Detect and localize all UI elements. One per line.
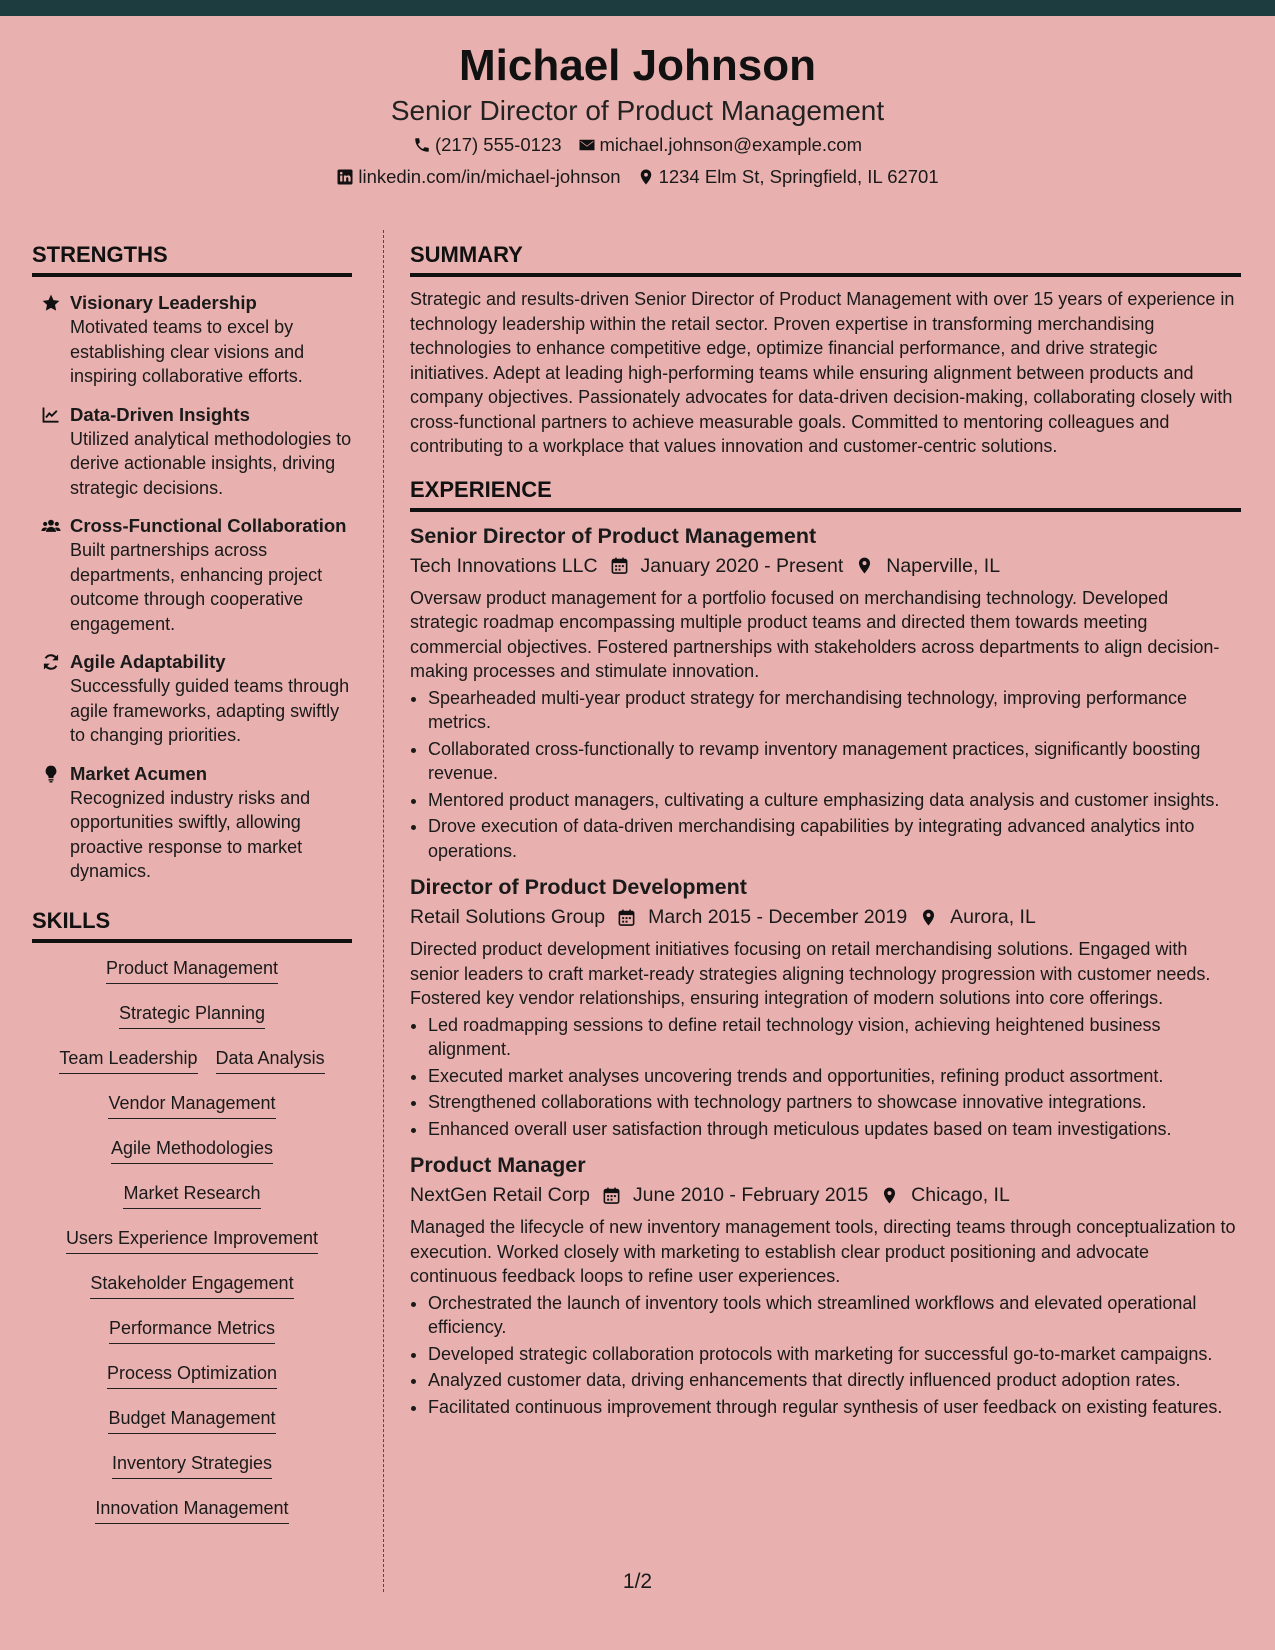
strength-desc: Successfully guided teams through agile frameworks, adapting swiftly to changing priorities.: [70, 676, 350, 745]
job-bullet: • Mentored product managers, cultivating a culture emphasizing data analysis and customer insights.: [428, 788, 1241, 813]
email-text: michael.johnson@example.com: [599, 134, 862, 155]
column-divider: [383, 230, 384, 1592]
job-bullet: • Enhanced overall user satisfaction through meticulous updates based on team investigations.: [428, 1117, 1241, 1142]
address-contact: [637, 166, 939, 188]
job-meta: [410, 1181, 1241, 1209]
candidate-title: Senior Director of Product Management: [390, 95, 885, 126]
skill-tag: Stakeholder Engagement: [90, 1272, 293, 1299]
star-icon: [32, 291, 70, 389]
job-bullet: • Analyzed customer data, driving enhancements that directly influenced product adoption rates.: [428, 1368, 1241, 1393]
job-location: Naperville, IL: [886, 554, 1001, 577]
job-bullet: • Drove execution of data-driven merchandising capabilities by integrating advanced analytics into operations.: [428, 814, 1241, 863]
calendar-icon: [610, 556, 629, 575]
skill-tag: Team Leadership: [59, 1047, 197, 1074]
job-description: Directed product development initiatives focusing on retail merchandising solutions. Engaged with senior leaders to craft market-ready strategies aligning technology progression with customer needs. Fostered key vendor relationships, ensuring integration of modern solutions into core offerings.: [410, 939, 1211, 1008]
job-dates: June 2010 - February 2015: [632, 1184, 869, 1206]
map-pin-icon: [880, 1186, 899, 1205]
skill-tag: Data Analysis: [216, 1047, 325, 1074]
phone-contact: [413, 134, 562, 156]
job-description: Managed the lifecycle of new inventory management tools, directing teams through conceptualization to execution. Worked closely with marketing to establish clear product positioning and advocate continuous feedback loops to refine user experiences.: [410, 1217, 1236, 1286]
skill-tag: Product Management: [106, 957, 278, 984]
strength-title: Visionary Leadership: [70, 292, 257, 313]
job-bullet: • Spearheaded multi-year product strategy for merchandising technology, improving performance metrics.: [428, 686, 1241, 735]
skill-tag: Strategic Planning: [119, 1002, 265, 1029]
skill-tag: Innovation Management: [95, 1497, 288, 1524]
users-icon: [32, 514, 70, 636]
job-bullet: • Led roadmapping sessions to define retail technology vision, achieving heightened business alignment.: [428, 1013, 1241, 1062]
job-location: Aurora, IL: [950, 906, 1036, 928]
job-bullets: [410, 686, 1241, 864]
envelope-icon: [578, 136, 596, 154]
job-meta: [410, 552, 1241, 580]
job-location: Chicago, IL: [911, 1184, 1010, 1206]
phone-icon: [413, 136, 431, 154]
calendar-icon: [617, 908, 636, 927]
map-pin-icon: [855, 556, 874, 575]
candidate-name: Michael Johnson: [459, 41, 816, 90]
right-column: [410, 244, 1241, 1421]
job-bullet: • Facilitated continuous improvement through regular synthesis of user feedback on existing features.: [428, 1395, 1241, 1420]
address-text: 1234 Elm St, Springfield, IL 62701: [658, 166, 939, 187]
job-description: Oversaw product management for a portfolio focused on merchandising technology. Developed strategic roadmap encompassing multiple product teams and directed them towards meeting commercial objectives. Fostered partnerships with stakeholders across departments to align decision-making processes and stimulate innovation.: [410, 587, 1220, 681]
skill-tag: Performance Metrics: [109, 1317, 275, 1344]
contact-row-2: [0, 166, 1275, 188]
job-bullet: • Developed strategic collaboration protocols with marketing for successful go-to-market campaigns.: [428, 1342, 1241, 1367]
skill-tag: Users Experience Improvement: [66, 1227, 318, 1254]
skill-tag: Vendor Management: [108, 1092, 275, 1119]
map-pin-icon: [919, 908, 938, 927]
job-bullets: [410, 1013, 1241, 1142]
map-pin-icon: [637, 168, 655, 186]
linkedin-contact[interactable]: [336, 166, 620, 188]
job-bullet: • Collaborated cross-functionally to revamp inventory management practices, significantly boosting revenue.: [428, 737, 1241, 786]
job-bullets: [410, 1291, 1241, 1420]
strength-title: Market Acumen: [70, 762, 208, 784]
strength-item: [32, 403, 352, 501]
job-title: Senior Director of Product Management: [410, 523, 817, 548]
strength-item: [32, 514, 352, 636]
linkedin-icon: [336, 168, 354, 186]
job-entry: [410, 522, 1241, 864]
summary-heading: SUMMARY: [410, 244, 1241, 277]
strength-desc: Utilized analytical methodologies to derive actionable insights, driving strategic decisions.: [70, 428, 352, 498]
strength-desc: Recognized industry risks and opportunities swiftly, allowing proactive response to market dynamics.: [70, 787, 311, 881]
strength-item: [32, 762, 352, 884]
contact-row-1: [0, 134, 1275, 156]
skill-tag: Budget Management: [108, 1407, 275, 1434]
skill-tag: Market Research: [123, 1182, 260, 1209]
skill-tag: Inventory Strategies: [112, 1452, 272, 1479]
job-company: Retail Solutions Group: [410, 906, 606, 928]
strengths-heading: STRENGTHS: [32, 244, 352, 277]
email-contact[interactable]: [578, 134, 863, 156]
skills-heading: SKILLS: [32, 910, 352, 943]
skills-list: [32, 957, 352, 1542]
job-entry: [410, 873, 1241, 1141]
job-company: NextGen Retail Corp: [410, 1184, 590, 1206]
strength-title: Agile Adaptability: [70, 651, 226, 672]
linkedin-text: linkedin.com/in/michael-johnson: [358, 166, 621, 187]
strength-desc: Built partnerships across departments, enhancing project outcome through cooperative engagement.: [70, 540, 323, 634]
job-dates: March 2015 - December 2019: [648, 906, 908, 928]
strength-title: Cross-Functional Collaboration: [70, 515, 347, 536]
page-number: 1/2: [622, 1570, 653, 1593]
top-accent-bar: [0, 0, 1275, 16]
strength-desc: Motivated teams to excel by establishing clear visions and inspiring collaborative efforts.: [70, 317, 305, 386]
chart-line-icon: [32, 403, 70, 501]
job-entry: [410, 1151, 1241, 1419]
skill-tag: Agile Methodologies: [111, 1137, 273, 1164]
resume-header: [0, 16, 1275, 204]
job-title: Product Manager: [410, 1153, 586, 1177]
strength-item: [32, 291, 352, 389]
job-bullet: • Executed market analyses uncovering trends and opportunities, refining product assortment.: [428, 1064, 1241, 1089]
strength-item: [32, 650, 352, 748]
job-dates: January 2020 - Present: [640, 554, 844, 577]
left-column: [32, 244, 352, 1542]
sync-icon: [32, 650, 70, 748]
job-bullet: • Strengthened collaborations with technology partners to showcase innovative integrations.: [428, 1090, 1241, 1115]
job-title: Director of Product Development: [410, 875, 747, 899]
job-company: Tech Innovations LLC: [410, 554, 598, 577]
phone-text: (217) 555-0123: [434, 134, 562, 155]
summary-text: Strategic and results-driven Senior Director of Product Management with over 15 years of experience in technology leadership within the retail sector. Proven expertise in transforming merchandising technologies to enhance competitive edge, optimize financial performance, and drive strategic initiatives. Adept at leading high-performing teams while ensuring alignment between products and company objectives. Passionately advocates for data-driven decision-making, collaborating closely with cross-functional partners to achieve measurable goals. Committed to mentoring colleagues and contributing to a workplace that values innovation and customer-centric solutions.: [410, 289, 1235, 456]
lightbulb-icon: [32, 762, 70, 884]
calendar-icon: [602, 1186, 621, 1205]
job-bullet: • Orchestrated the launch of inventory tools which streamlined workflows and elevated operational efficiency.: [428, 1291, 1241, 1340]
experience-heading: EXPERIENCE: [410, 479, 1241, 512]
skill-tag: Process Optimization: [107, 1362, 277, 1389]
strength-title: Data-Driven Insights: [70, 403, 250, 425]
job-meta: [410, 903, 1241, 931]
